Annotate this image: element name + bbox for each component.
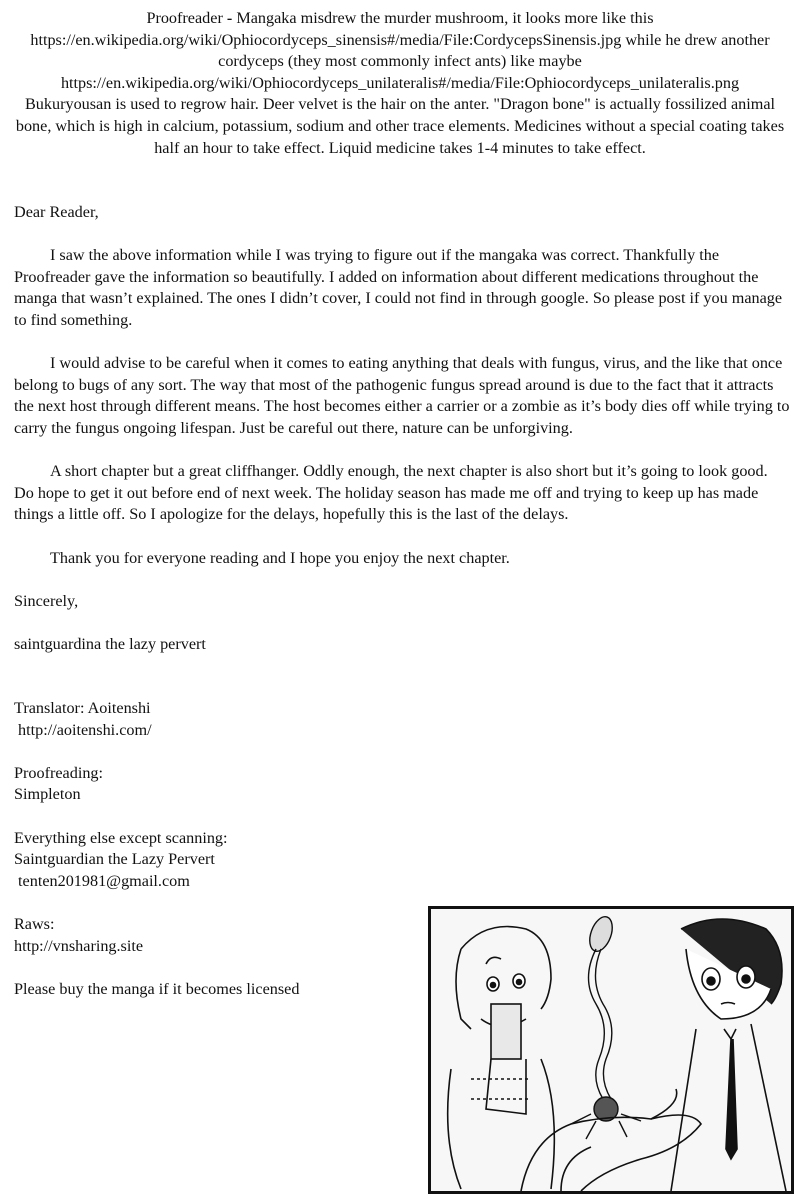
proofreader-note-text: Mangaka misdrew the murder mushroom, it looks more like this https://en.wikipedia.org/wiki/Ophiocordyceps_sinensis#/media/File:CordycepsSinensis.jpg while he drew another cordyceps (they most commonly infect ants) like maybe https://en.wikipedia.org/wiki/Ophiocordyceps_unilateralis#/media/File:Ophiocordyceps_unilateralis.png: [30, 9, 770, 92]
everything-label: Everything else except scanning:: [14, 828, 228, 847]
closing-note: Please buy the manga if it becomes licensed: [14, 979, 300, 998]
manga-panel-illustration: [428, 906, 794, 1194]
translator-label: Translator: Aoitenshi: [14, 699, 151, 717]
everything-email[interactable]: tenten201981@gmail.com: [14, 871, 190, 890]
raws-link[interactable]: http://vnsharing.site: [14, 936, 144, 955]
letter-paragraph: A short chapter but a great cliffhanger. Oddly enough, the next chapter is also short but it’s going to look good. Do hope to get it out before end of next week. The holiday season has made me off and trying to keep up has made things a little off. So I apologize for the delays, hopefully this is the last of the delays.: [14, 462, 768, 524]
credit-everything: [14, 828, 414, 893]
letter-salutation: Dear Reader,: [14, 203, 99, 221]
letter-paragraph: I would advise to be careful when it comes to eating anything that deals with fungus, virus, and the like that once belong to bugs of any sort. The way that most of the pathogenic fungus spread around is due to the fact that it attracts the next host through different means. The host becomes either a carrier or a zombie as it’s body dies off while trying to carry the fungus ongoing lifespan. Just be careful out there, nature can be unforgiving.: [14, 354, 790, 437]
translator-link[interactable]: http://aoitenshi.com/: [14, 720, 152, 739]
letter-paragraph: I saw the above information while I was trying to figure out if the mangaka was correct. Thankfully the Proofreader gave the information so beautifully. I added on information about different medications throughout the manga that wasn’t explained. The ones I didn’t cover, I could not find in through google. So please post if you manage to find something.: [14, 246, 783, 329]
proofreading-label: Proofreading:: [14, 763, 104, 782]
proofreading-name: Simpleton: [14, 785, 81, 804]
everything-name: Saintguardian the Lazy Pervert: [14, 850, 215, 869]
proofreader-label: Proofreader: [146, 9, 223, 27]
proofreader-note: [10, 8, 790, 159]
credit-translator: [14, 698, 414, 741]
letter-body: [14, 202, 790, 677]
medicine-note: Bukuryousan is used to regrow hair. Deer velvet is the hair on the anter. "Dragon bone" is actually fossilized animal bone, which is high in calcium, potassium, sodium and other trace elements. Medicines without a special coating takes half an hour to take effect. Liquid medicine takes 1-4 minutes to take effect.: [15, 95, 785, 157]
letter-signature: saintguardina the lazy pervert: [14, 634, 206, 653]
credit-raws: [14, 914, 414, 957]
manga-panel-drawing: [431, 909, 791, 1191]
proofreader-note-first: [10, 8, 790, 94]
credit-proofreading: [14, 763, 414, 806]
letter-closing: Sincerely,: [14, 591, 79, 610]
letter-paragraph: Thank you for everyone reading and I hope you enjoy the next chapter.: [50, 548, 510, 567]
raws-label: Raws:: [14, 914, 55, 933]
proofreader-dash: -: [222, 9, 237, 27]
credits: [14, 698, 414, 1022]
